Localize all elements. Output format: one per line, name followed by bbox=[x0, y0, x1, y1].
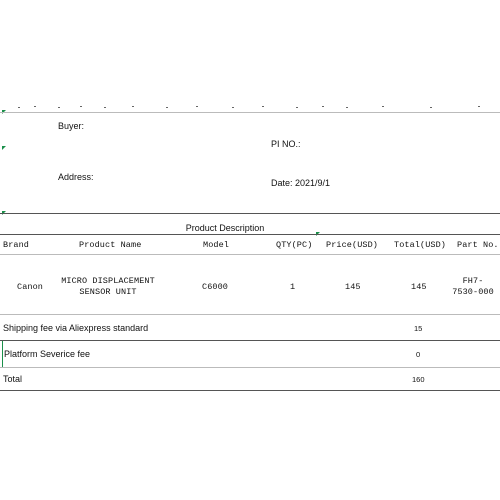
shipping-fee-label: Shipping fee via Aliexpress standard bbox=[3, 323, 149, 333]
column-header-price: Price(USD) bbox=[326, 240, 379, 250]
row-brand: Canon bbox=[17, 282, 44, 292]
column-header-total: Total(USD) bbox=[394, 240, 447, 250]
platform-bottom-rule bbox=[0, 367, 500, 368]
row-model: C6000 bbox=[202, 282, 229, 292]
column-header-qty: QTY(PC) bbox=[276, 240, 313, 250]
row-qty: 1 bbox=[290, 282, 296, 292]
header-top-rule bbox=[0, 112, 500, 113]
row-product-name: MICRO DISPLACEMENT SENSOR UNIT bbox=[61, 276, 155, 297]
pi-number-label: PI NO.: bbox=[271, 139, 301, 149]
shipping-bottom-rule bbox=[0, 340, 500, 341]
total-bottom-rule bbox=[0, 390, 500, 391]
row-part-no: FH7-7530-000 bbox=[452, 276, 494, 297]
shipping-fee-value: 15 bbox=[414, 324, 423, 333]
invoice-date: Date: 2021/9/1 bbox=[271, 178, 331, 188]
column-header-brand: Brand bbox=[3, 240, 30, 250]
row-price: 145 bbox=[345, 282, 361, 292]
header-bottom-rule bbox=[0, 254, 500, 255]
column-header-model: Model bbox=[203, 240, 230, 250]
platform-fee-value: 0 bbox=[416, 350, 421, 359]
column-header-product-name: Product Name bbox=[79, 240, 142, 250]
buyer-label: Buyer: bbox=[58, 121, 85, 131]
address-label: Address: bbox=[58, 172, 94, 182]
platform-fee-label: Platform Severice fee bbox=[4, 349, 91, 359]
total-value: 160 bbox=[412, 375, 425, 384]
title-bottom-rule bbox=[0, 234, 500, 235]
total-label: Total bbox=[3, 374, 23, 384]
table-title: Product Description bbox=[185, 223, 265, 233]
row-border-accent bbox=[2, 341, 3, 367]
table-top-rule bbox=[0, 213, 500, 214]
cell-comment-marker bbox=[2, 146, 6, 150]
row-bottom-rule bbox=[0, 314, 500, 315]
row-total: 145 bbox=[411, 282, 427, 292]
column-header-part-no: Part No. bbox=[457, 240, 499, 250]
